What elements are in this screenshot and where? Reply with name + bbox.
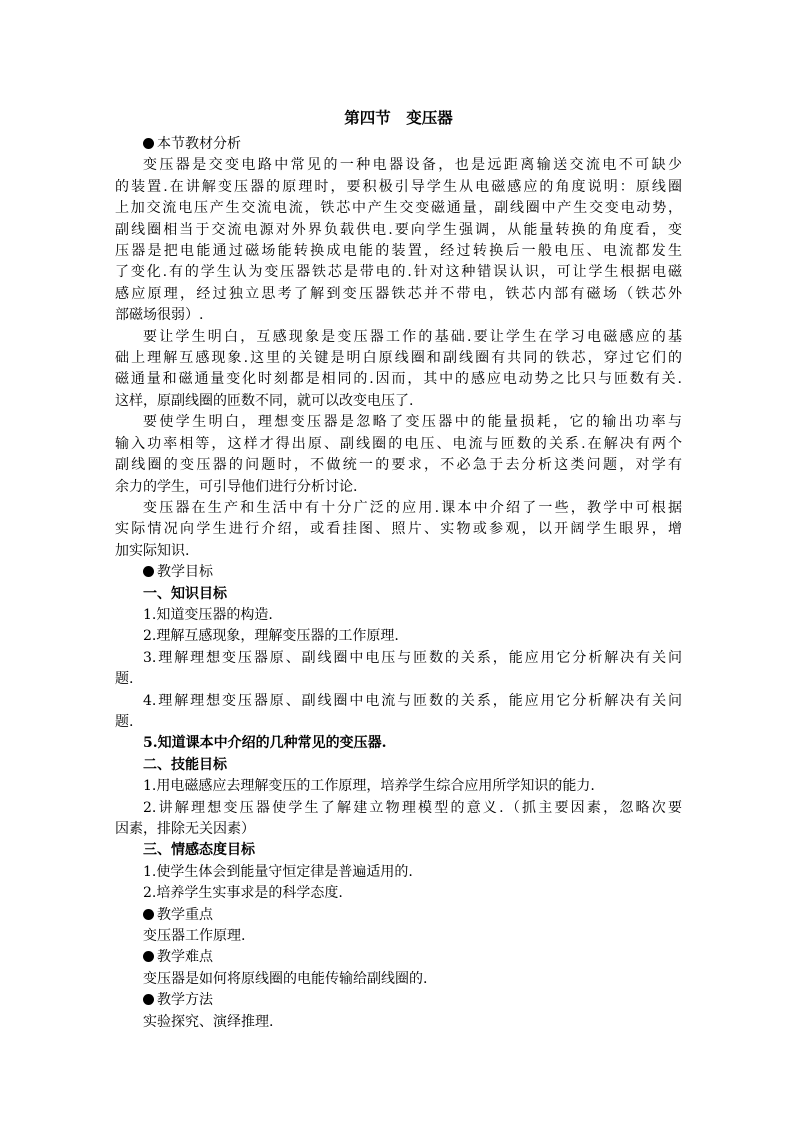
method-text: 实验探究、演绎推理.	[143, 1013, 274, 1030]
analysis-paragraph-4	[115, 498, 682, 562]
text-line: 余力的学生，可引导他们进行分析讨论.	[115, 478, 358, 495]
objective-item: 2.培养学生实事求是的科学态度.	[143, 885, 343, 902]
subheading-emotion: 三、情感态度目标	[143, 842, 255, 859]
objective-item-bold: 5.知道课本中介绍的几种常见的变压器.	[143, 735, 387, 752]
objective-item: 1.使学生体会到能量守恒定律是普遍适用的.	[143, 863, 413, 880]
objective-item: 1.知道变压器的构造.	[143, 606, 273, 623]
objective-item-continued: 题.	[115, 671, 134, 688]
objective-item: 2.讲解理想变压器使学生了解建立物理模型的意义.（抓主要因素，忽略次要	[143, 799, 682, 816]
text-line: 加实际知识.	[115, 542, 190, 559]
text-line: 副线圈的变压器的问题时，不做统一的要求，不必急于去分析这类问题，对学有	[115, 457, 682, 474]
analysis-paragraph-3	[115, 412, 682, 498]
text-line: 压器是把电能通过磁场能转换成电能的装置，经过转换后一般电压、电流都发生	[115, 243, 682, 260]
text-line: 要让学生明白，互感现象是变压器工作的基础.要让学生在学习电磁感应的基	[143, 328, 682, 345]
page-title: 第四节 变压器	[344, 108, 453, 127]
bullet-dot	[143, 994, 154, 1005]
bullet-dot	[143, 951, 154, 962]
text-line: 变压器在生产和生活中有十分广泛的应用.课本中介绍了一些，教学中可根据	[143, 499, 682, 516]
subheading-knowledge: 一、知识目标	[143, 585, 227, 602]
analysis-paragraph-2	[115, 327, 682, 413]
difficulty-text: 变压器是如何将原线圈的电能传输给副线圈的.	[143, 970, 428, 987]
text-line: 的装置.在讲解变压器的原理时，要积极引导学生从电磁感应的角度说明：原线圈	[115, 178, 682, 195]
text-line: 这样，原副线圈的匝数不同，就可以改变电压了.	[115, 392, 414, 409]
analysis-paragraph-1	[115, 155, 682, 326]
document-page	[115, 106, 682, 1033]
section-heading-label: 教学目标	[157, 564, 213, 581]
focus-text: 变压器工作原理.	[143, 928, 246, 945]
bullet-dot	[143, 909, 154, 920]
objective-item-continued: 因素，排除无关因素）	[115, 821, 255, 837]
section-heading-label: 本节教材分析	[157, 136, 241, 152]
text-line: 部磁场很弱）.	[115, 307, 204, 324]
section-heading-difficulty	[115, 947, 682, 968]
text-line: 础上理解互感现象.这里的关键是明白原线圈和副线圈有共同的铁芯，穿过它们的	[115, 350, 682, 367]
objective-item: 4.理解理想变压器原、副线圈中电流与匝数的关系，能应用它分析解决有关问	[143, 692, 682, 709]
text-line: 实际情况向学生进行介绍，或看挂图、照片、实物或参观，以开阔学生眼界，增	[115, 521, 682, 538]
section-heading-method	[115, 990, 682, 1011]
text-line: 副线圈相当于交流电源对外界负载供电.要向学生强调，从能量转换的角度看，变	[115, 221, 682, 238]
objective-item-continued: 题.	[115, 713, 134, 730]
bullet-dot	[143, 566, 154, 577]
objective-item: 1.用电磁感应去理解变压的工作原理，培养学生综合应用所学知识的能力.	[143, 778, 595, 795]
objective-item: 3.理解理想变压器原、副线圈中电压与匝数的关系，能应用它分析解决有关问	[143, 649, 682, 666]
section-heading-label: 教学难点	[157, 949, 213, 966]
text-line: 上加交流电压产生交流电流，铁芯中产生交变磁通量，副线圈中产生交变电动势，	[115, 200, 682, 217]
section-heading-label: 教学方法	[157, 992, 213, 1009]
section-heading-label: 教学重点	[157, 906, 213, 923]
text-line: 感应原理，经过独立思考了解到变压器铁芯并不带电，铁芯内部有磁场（铁芯外	[115, 285, 682, 302]
text-line: 磁通量和磁通量变化时刻都是相同的.因而，其中的感应电动势之比只与匝数有关.	[115, 371, 682, 388]
subheading-skill: 二、技能目标	[143, 756, 227, 773]
text-line: 变压器是交变电路中常见的一种电器设备，也是远距离输送交流电不可缺少	[143, 157, 682, 174]
objective-item: 2.理解互感现象，理解变压器的工作原理.	[143, 628, 399, 645]
section-heading-analysis	[115, 134, 682, 155]
text-line: 输入功率相等，这样才得出原、副线圈的电压、电流与匝数的关系.在解决有两个	[115, 435, 682, 452]
section-heading-focus	[115, 905, 682, 926]
section-heading-objectives	[115, 562, 682, 583]
text-line: 了变化.有的学生认为变压器铁芯是带电的.针对这种错误认识，可让学生根据电磁	[115, 264, 682, 281]
bullet-dot	[143, 138, 154, 149]
text-line: 要使学生明白，理想变压器是忽略了变压器中的能量损耗，它的输出功率与	[143, 414, 682, 431]
